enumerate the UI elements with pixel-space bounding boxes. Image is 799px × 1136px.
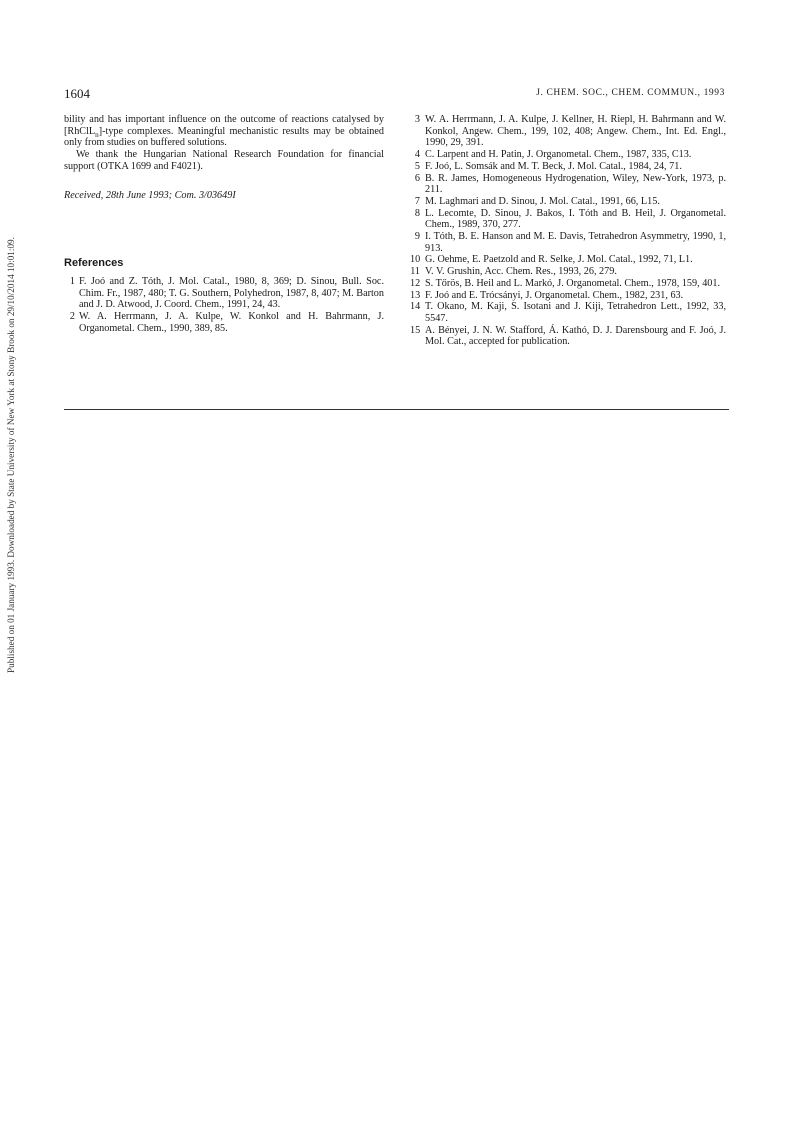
reference-text: V. V. Grushin, Acc. Chem. Res., 1993, 26, 279. bbox=[425, 266, 617, 278]
reference-item bbox=[410, 196, 726, 208]
download-watermark bbox=[0, 195, 22, 715]
reference-number: 9 bbox=[414, 231, 420, 243]
reference-number: 2 bbox=[69, 311, 75, 323]
reference-text: M. Laghmari and D. Sinou, J. Mol. Catal., 1991, 66, L15. bbox=[425, 195, 660, 207]
reference-item bbox=[410, 301, 726, 324]
reference-number: 7 bbox=[414, 195, 420, 207]
download-watermark-text: Published on 01 January 1993. Downloaded by State University of New York at Stony Brook on 29/10/2014 10:01:09. bbox=[6, 237, 16, 673]
reference-text: S. Tőrös, B. Heil and L. Markó, J. Organometal. Chem., 1978, 159, 401. bbox=[425, 277, 721, 289]
reference-number: 13 bbox=[410, 289, 421, 301]
reference-item bbox=[410, 254, 726, 266]
para1-text-b: ]-type complexes. Meaningful mechanistic results may be obtained only from studies on buffered solutions. bbox=[64, 125, 384, 149]
reference-text: C. Larpent and H. Patin, J. Organometal. Chem., 1987, 335, C13. bbox=[425, 149, 692, 161]
left-column bbox=[64, 114, 384, 334]
para1-text-a: bility and has important influence on the outcome of reactions catalysed by [RhClL bbox=[64, 114, 384, 137]
references-heading: References bbox=[64, 257, 124, 270]
reference-number: 5 bbox=[414, 160, 420, 172]
reference-item bbox=[410, 290, 726, 302]
reference-item bbox=[410, 266, 726, 278]
reference-number: 12 bbox=[410, 277, 421, 289]
reference-item bbox=[410, 173, 726, 196]
acknowledgement-paragraph: We thank the Hungarian National Research Foundation for financial support (OTKA 1699 and F4021). bbox=[64, 149, 384, 172]
reference-number: 1 bbox=[69, 275, 75, 287]
reference-item bbox=[64, 276, 384, 311]
reference-item bbox=[410, 149, 726, 161]
reference-number: 11 bbox=[410, 266, 420, 278]
reference-item bbox=[410, 325, 726, 348]
reference-item bbox=[410, 231, 726, 254]
body-paragraph-1 bbox=[64, 114, 384, 149]
reference-number: 6 bbox=[414, 172, 420, 184]
reference-text: F. Joó and Z. Tóth, J. Mol. Catal., 1980, 8, 369; D. Sinou, Bull. Soc. Chim. Fr., 1987, 480; T. G. Southern, Polyhedron, 1987, 8, 407; M. Barton and J. D. Atwood, J. Coord. Chem., 1991, 24, 43. bbox=[79, 275, 384, 311]
reference-text: B. R. James, Homogeneous Hydrogenation, Wiley, New-York, 1973, p. 211. bbox=[425, 172, 726, 196]
right-column bbox=[410, 114, 726, 348]
reference-text: F. Joó and E. Trócsányi, J. Organometal. Chem., 1982, 231, 63. bbox=[425, 289, 684, 301]
reference-number: 3 bbox=[414, 114, 420, 125]
received-line: Received, 28th June 1993; Com. 3/03649I bbox=[64, 189, 236, 201]
reference-number: 14 bbox=[410, 301, 421, 313]
reference-number: 15 bbox=[410, 324, 421, 336]
reference-item bbox=[410, 278, 726, 290]
reference-item bbox=[410, 161, 726, 173]
reference-text: W. A. Herrmann, J. A. Kulpe, J. Kellner, H. Riepl, H. Bahrmann and W. Konkol, Angew. Chem., 199, 102, 408; Angew. Chem., Int. Ed. Engl., 1990, 29, 391. bbox=[425, 114, 726, 149]
reference-text: T. Okano, M. Kaji, S. Isotani and J. Kiji, Tetrahedron Lett., 1992, 33, 5547. bbox=[425, 301, 726, 324]
page-divider-rule bbox=[64, 409, 729, 410]
reference-number: 10 bbox=[410, 254, 421, 266]
para1-subscript: n bbox=[95, 130, 99, 139]
reference-text: W. A. Herrmann, J. A. Kulpe, W. Konkol and H. Bahrmann, J. Organometal. Chem., 1990, 389, 85. bbox=[79, 311, 384, 334]
reference-number: 4 bbox=[414, 149, 420, 161]
reference-number: 8 bbox=[414, 207, 420, 219]
reference-text: F. Joó, L. Somsák and M. T. Beck, J. Mol. Catal., 1984, 24, 71. bbox=[425, 160, 682, 172]
reference-text: L. Lecomte, D. Sinou, J. Bakos, I. Tóth and B. Heil, J. Organometal. Chem., 1989, 370, 277. bbox=[425, 207, 726, 231]
running-head: J. CHEM. SOC., CHEM. COMMUN., 1993 bbox=[536, 88, 725, 98]
page-number: 1604 bbox=[64, 86, 90, 101]
reference-text: I. Tóth, B. E. Hanson and M. E. Davis, Tetrahedron Asymmetry, 1990, 1, 913. bbox=[425, 231, 726, 254]
reference-item bbox=[64, 311, 384, 334]
reference-text: G. Oehme, E. Paetzold and R. Selke, J. Mol. Catal., 1992, 71, L1. bbox=[425, 254, 693, 266]
reference-text: A. Bényei, J. N. W. Stafford, Á. Kathó, D. J. Darensbourg and F. Joó, J. Mol. Cat., accepted for publication. bbox=[425, 324, 726, 348]
reference-item bbox=[410, 208, 726, 231]
reference-item bbox=[410, 114, 726, 149]
